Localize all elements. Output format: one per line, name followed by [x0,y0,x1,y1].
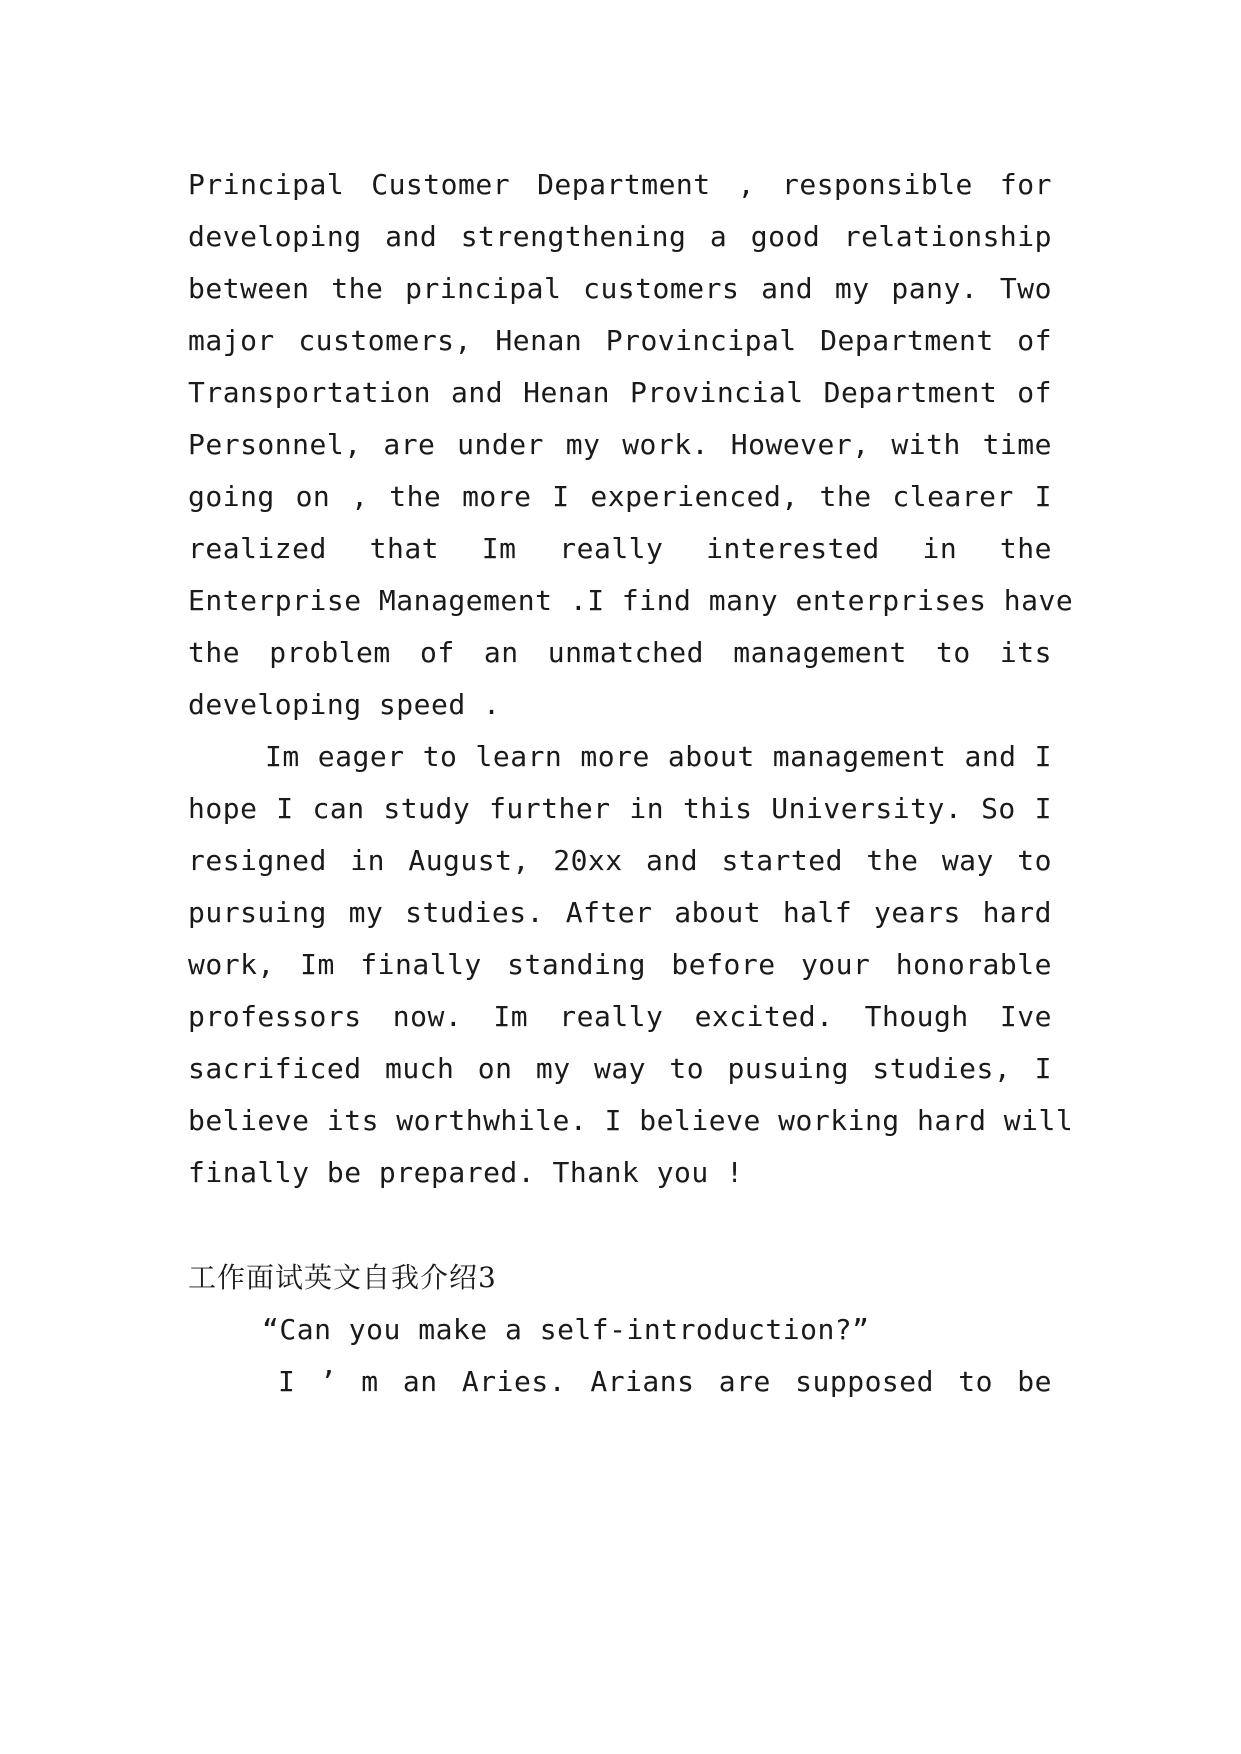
paragraph-line: Enterprise Management .I find many enterprises have [188,584,1074,617]
paragraph-line: going on , the more I experienced, the clearer I [188,480,1052,513]
paragraph-line: Transportation and Henan Provincial Department of [188,376,1052,409]
paragraph-line: major customers, Henan Provincipal Department of [188,324,1052,357]
paragraph-line: pursuing my studies. After about half years hard [188,896,1052,929]
paragraph-line: Im eager to learn more about management and I [265,740,1052,773]
quote-line: “Can you make a self-introduction?” [262,1313,870,1346]
paragraph-line: developing and strengthening a good relationship [188,220,1052,253]
paragraph-line: I ’ m an Aries. Arians are supposed to be [278,1365,1052,1398]
paragraph-line: the problem of an unmatched management to its [188,636,1052,669]
paragraph-line: developing speed . [188,688,501,721]
paragraph-line: Principal Customer Department , responsible for [188,168,1052,201]
paragraph-line: Personnel, are under my work. However, with time [188,428,1052,461]
paragraph-line: hope I can study further in this University. So I [188,792,1052,825]
paragraph-line: work, Im finally standing before your honorable [188,948,1052,981]
section-heading: 工作面试英文自我介绍3 [188,1261,497,1294]
paragraph-line: realized that Im really interested in the [188,532,1052,565]
paragraph-line: finally be prepared. Thank you ! [188,1156,744,1189]
paragraph-line: resigned in August, 20xx and started the way to [188,844,1052,877]
paragraph-line: believe its worthwhile. I believe working hard will [188,1104,1074,1137]
paragraph-line: professors now. Im really excited. Though Ive [188,1000,1052,1033]
paragraph-line: sacrificed much on my way to pusuing studies, I [188,1052,1052,1085]
paragraph-line: between the principal customers and my pany. Two [188,272,1052,305]
